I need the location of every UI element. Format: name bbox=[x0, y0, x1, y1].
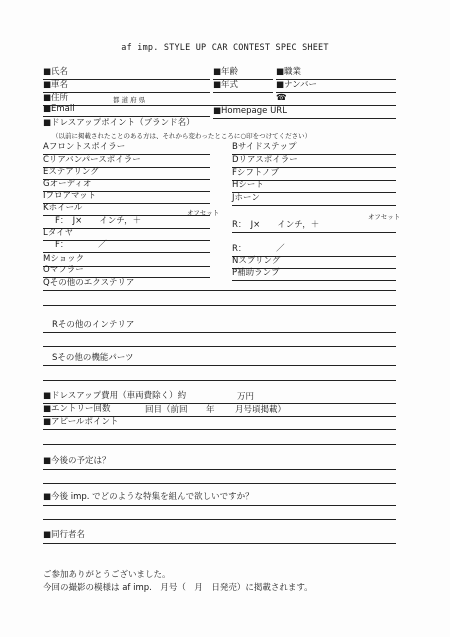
item-c: Cリアバンパースポイラー bbox=[43, 155, 141, 165]
name-line bbox=[43, 79, 210, 80]
appeal-line-2 bbox=[43, 444, 396, 445]
item-k-wheel: Kホイール bbox=[43, 203, 83, 213]
email-line bbox=[43, 116, 210, 117]
address-label: ■住所 bbox=[43, 93, 69, 103]
homepage-line bbox=[213, 118, 396, 119]
function-line-2 bbox=[43, 380, 396, 381]
wheel-rear: R： J× インチ，＋ bbox=[232, 220, 320, 230]
sheet-title: af imp. STYLE UP CAR CONTEST SPEC SHEET bbox=[121, 43, 329, 53]
tire-front-line bbox=[43, 252, 210, 253]
item-p-lamp: P補助ランプ bbox=[232, 268, 280, 278]
interior-line-1 bbox=[43, 332, 396, 333]
number-line bbox=[276, 92, 396, 93]
function-line-1 bbox=[43, 365, 396, 366]
appeal-line-1 bbox=[43, 429, 396, 430]
name-label: ■氏名 bbox=[43, 67, 69, 77]
publication-text: 今回の撮影の模様は af imp. 月号（ 月 日発売）に掲載されます。 bbox=[43, 583, 313, 593]
feature-line-1 bbox=[43, 505, 396, 506]
item-f: Fシフトノブ bbox=[232, 168, 279, 178]
model-year-label: ■年式 bbox=[213, 80, 239, 90]
cost-label: ■ドレスアップ費用（車両費除く）約 bbox=[43, 391, 187, 401]
entry-label: ■エントリー回数 bbox=[43, 404, 111, 414]
item-r-interior: Rその他のインテリア bbox=[52, 320, 135, 330]
tire-front: F： ／ bbox=[55, 240, 107, 250]
offset-label-rear: オフセット bbox=[368, 213, 401, 221]
item-n-spring: Nスプリング bbox=[232, 256, 281, 266]
phone-icon: ☎ bbox=[276, 93, 287, 103]
item-e: Eステアリング bbox=[43, 167, 99, 177]
future-label: ■今後の予定は？ bbox=[43, 456, 111, 466]
number-label: ■ナンバー bbox=[276, 80, 318, 90]
thanks-text: ご参加ありがとうございました。 bbox=[43, 570, 171, 580]
future-line-2 bbox=[43, 483, 396, 484]
exterior-line-1 bbox=[43, 290, 396, 291]
item-a: Aフロントスポイラー bbox=[43, 142, 126, 152]
car-name-line bbox=[43, 92, 210, 93]
age-label: ■年齢 bbox=[213, 67, 239, 77]
entry-times: 回目（前回 bbox=[145, 405, 188, 415]
future-line-1 bbox=[43, 469, 396, 470]
item-s-function: Sその他の機能パーツ bbox=[52, 353, 134, 363]
wheel-front: F： J× インチ，＋ bbox=[55, 216, 142, 226]
dressup-heading: ■ドレスアップポイント（ブランド名） bbox=[43, 118, 195, 128]
feature-line-2 bbox=[43, 519, 396, 520]
item-o-muffler: Oマフラー bbox=[43, 265, 84, 275]
prefecture-label: 都 道 府 県 bbox=[113, 96, 146, 104]
offset-label-front: オフセット bbox=[187, 209, 220, 217]
item-p-line bbox=[232, 280, 396, 281]
appeal-label: ■アピールポイント bbox=[43, 417, 119, 427]
cost-unit: 万円 bbox=[237, 392, 255, 402]
item-i: Iフロアマット bbox=[43, 191, 97, 201]
model-year-line bbox=[213, 92, 273, 93]
item-b: Bサイドステップ bbox=[232, 142, 297, 152]
occupation-label: ■職業 bbox=[276, 67, 302, 77]
interior-line-2 bbox=[43, 346, 396, 347]
item-h: Hシート bbox=[232, 180, 264, 190]
homepage-label: ■Homepage URL bbox=[213, 106, 287, 116]
exterior-line-2 bbox=[43, 305, 396, 306]
item-m-shock: Mショック bbox=[43, 254, 85, 264]
tire-rear: R： ／ bbox=[232, 244, 285, 254]
item-g: Gオーディオ bbox=[43, 179, 92, 189]
dressup-note: （以前に掲載されたことのある方は、それから変わったところに○印をつけてください） bbox=[52, 132, 312, 140]
item-j-line bbox=[232, 205, 396, 206]
wheel-rear-line bbox=[232, 232, 396, 233]
entry-year: 年 bbox=[206, 405, 215, 415]
feature-request-label: ■今後 imp. でどのような特集を組んで欲しいですか？ bbox=[43, 492, 254, 502]
item-d: Dリアスポイラー bbox=[232, 155, 298, 165]
item-q-exterior: Qその他のエクステリア bbox=[43, 278, 135, 288]
entry-month: 月号頃掲載） bbox=[235, 405, 287, 415]
item-j: Jホーン bbox=[232, 193, 260, 203]
email-label: ■Email bbox=[43, 104, 75, 114]
companion-line bbox=[43, 543, 396, 544]
car-name-label: ■車名 bbox=[43, 80, 69, 90]
companion-label: ■同行者名 bbox=[43, 530, 86, 540]
item-l-tire: Lタイヤ bbox=[43, 228, 74, 238]
